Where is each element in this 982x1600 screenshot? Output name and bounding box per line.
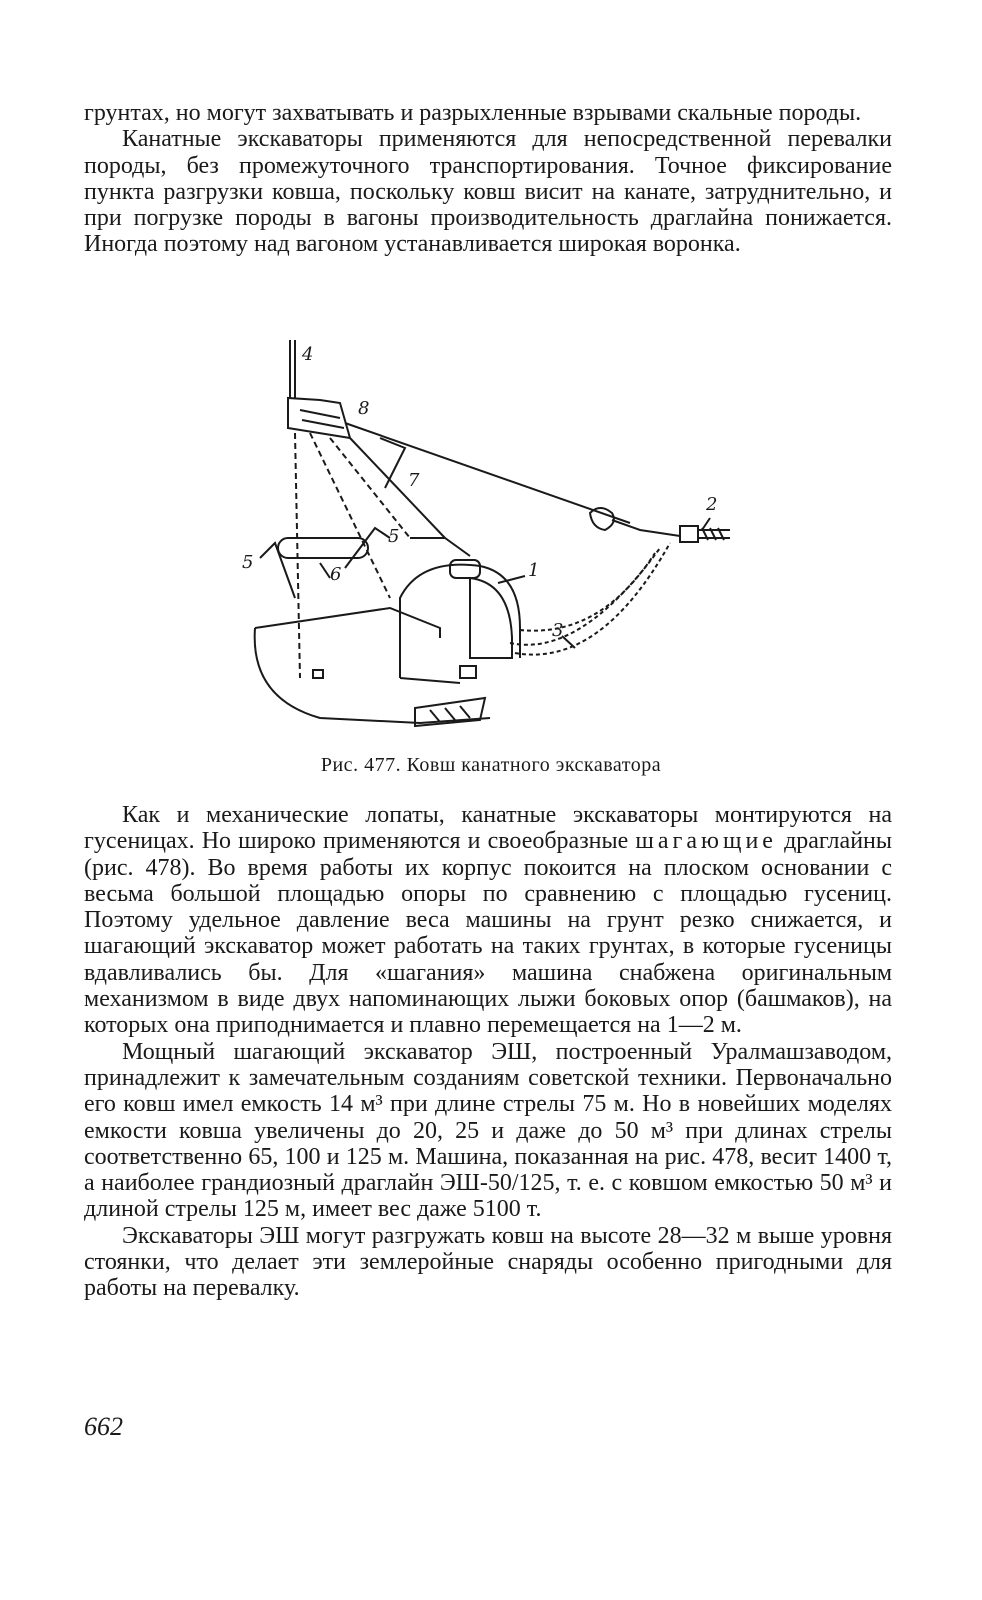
label-8: 8	[358, 398, 370, 419]
paragraph-continuation: грунтах, но могут захватывать и разрыхленные взрывами скальные породы.	[84, 100, 862, 126]
figure-dragline-bucket	[240, 338, 740, 738]
label-4: 4	[302, 344, 314, 365]
leader-2	[702, 518, 710, 530]
hoist-block	[288, 398, 350, 438]
dump-chain	[295, 433, 300, 678]
p1-after: драглайны (рис. 478). Во время работы их корпус покоится на плоском основании с весьма большой площадью опоры по сравнению с площадью гусениц. Поэтому удельное давление веса машины на грунт резко снижается, и шагающий экскаватор может работать на таких грунтах, в которые гусеницы вдавливались бы. Для «шагания» машина снабжена оригинальным механизмом в виде двух напоминающих лыжи боковых опор (башмаков), на которых она приподнимается и плавно перемещается на 1—2 м.	[84, 828, 893, 1039]
label-2: 2	[706, 494, 718, 515]
leader-6	[320, 563, 330, 578]
label-5-right: 5	[388, 526, 400, 547]
label-7: 7	[408, 470, 420, 491]
bucket-drawing	[240, 338, 740, 738]
top-text-block	[84, 100, 892, 258]
paragraph-walking-draglines	[84, 802, 892, 1039]
label-5-left: 5	[242, 552, 254, 573]
page-number: 662	[84, 1412, 123, 1441]
bucket-rim	[255, 608, 440, 638]
drag-rope-upper	[345, 423, 630, 523]
label-1: 1	[528, 560, 540, 581]
bottom-text-block	[84, 802, 892, 1302]
leader-5a	[260, 543, 295, 598]
arch-pin	[450, 560, 480, 578]
label-3: 3	[552, 620, 564, 641]
drag-rope-socket	[680, 526, 698, 542]
paragraph-esh-unloading: Экскаваторы ЭШ могут разгружать ковш на высоте 28—32 м выше уровня стоянки, что делает эти землеройные снаряды особенно пригодными для работы на перевалку.	[84, 1222, 892, 1302]
drag-shackle	[590, 508, 614, 530]
label-6: 6	[330, 564, 342, 585]
p1-before: Как и механические лопаты, канатные экскаваторы монтируются на гусеницах. Но широко применяются и своеобразные	[84, 802, 892, 855]
p1-spaced-word: шагающие	[635, 828, 777, 855]
bucket-body	[255, 628, 490, 723]
leader-3	[562, 636, 575, 648]
paragraph-rope-excavators: Канатные экскаваторы применяются для непосредственной перевалки породы, без промежуточного транспортирования. Точное фиксирование пункта разгрузки ковша, поскольку ковш висит на канате, затруднительно, и при погрузке породы в вагоны производительность драглайна понижается. Иногда поэтому над вагоном устанавливается широкая воронка.	[84, 126, 892, 258]
figure-caption: Рис. 477. Ковш канатного экскаватора	[320, 754, 662, 776]
paragraph-esh-excavator: Мощный шагающий экскаватор ЭШ, построенный Уралмашзаводом, принадлежит к замечательным созданиям советской техники. Первоначально его ковш имел емкость 14 м³ при длине стрелы 75 м. Но в новейших моделях емкости ковша увеличены до 20, 25 и даже до 50 м³ при длинах стрелы соответственно 65, 100 и 125 м. Машина, показанная на рис. 478, весит 1400 т, а наиболее грандиозный драглайн ЭШ-50/125, т. е. с ковшом емкостью 50 м³ и длиной стрелы 125 м, имеет вес даже 5100 т.	[84, 1038, 892, 1223]
